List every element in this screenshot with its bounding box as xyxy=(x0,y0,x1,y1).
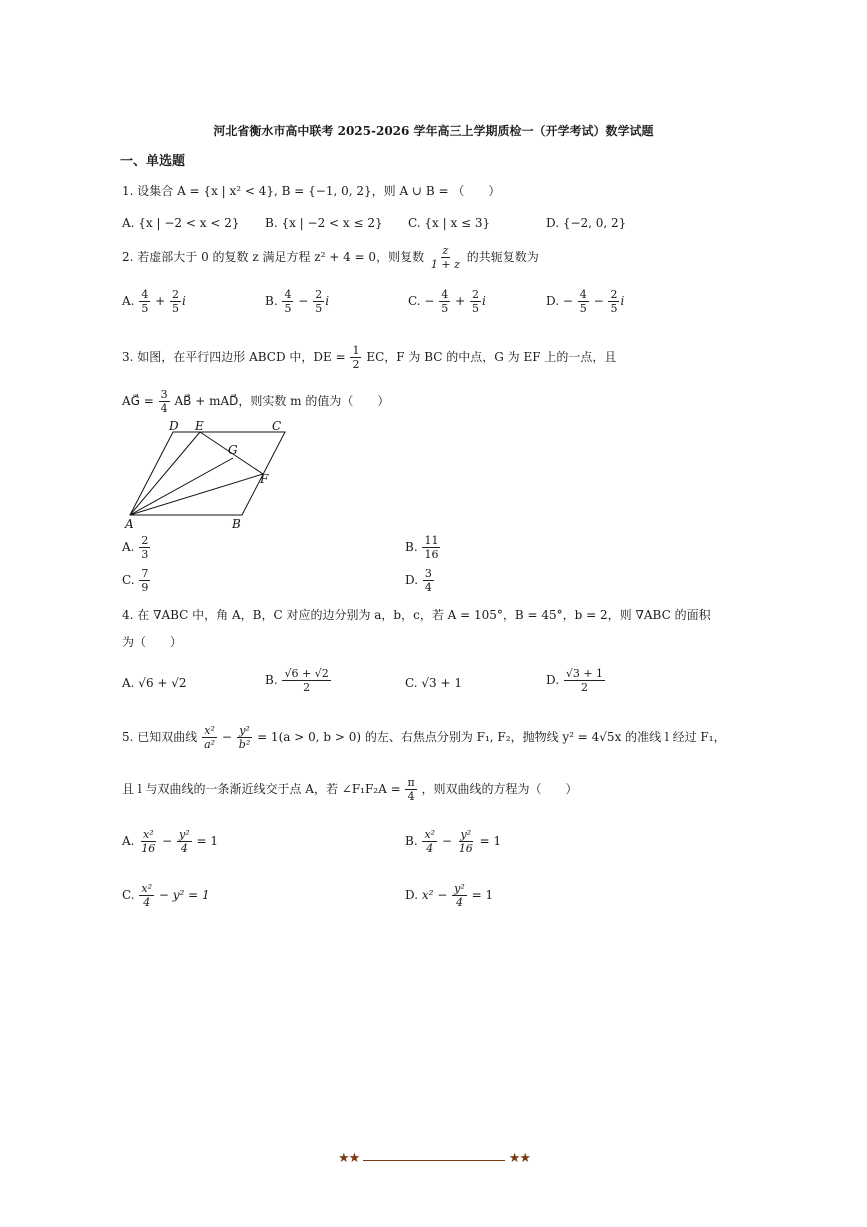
parallelogram-figure xyxy=(115,420,295,532)
option-fraction xyxy=(139,567,150,594)
footer-line xyxy=(363,1160,505,1161)
imag-unit: i xyxy=(182,294,186,308)
q5-line2-post: ，则双曲线的方程为（ ） xyxy=(421,782,578,796)
frac-num: x² xyxy=(143,828,154,841)
frac-num: x² xyxy=(424,828,436,841)
frac-num: y² xyxy=(179,828,190,841)
q2-option-c[interactable] xyxy=(408,288,486,315)
segment-ag xyxy=(130,458,233,515)
frac-num: √3 + 1 xyxy=(565,667,604,680)
frac-den: b² xyxy=(238,738,251,751)
option-fraction xyxy=(470,288,481,315)
frac-num: 2 xyxy=(141,534,149,547)
option-fraction xyxy=(439,288,450,315)
frac-den: 4 xyxy=(426,842,434,855)
q5-line1-pre: 5. 已知双曲线 xyxy=(122,730,198,744)
star-icon: ★★ xyxy=(338,1151,360,1166)
frac-den: 5 xyxy=(441,302,449,315)
option-label: C. xyxy=(408,294,421,308)
option-label: C. xyxy=(122,573,135,587)
star-icon: ★★ xyxy=(508,1151,530,1166)
q2-option-d[interactable] xyxy=(546,288,624,315)
q4-option-d[interactable] xyxy=(546,667,606,694)
q2-fraction xyxy=(429,244,462,271)
q2-option-b[interactable] xyxy=(265,288,329,315)
q4-stem-line2: 为（ ） xyxy=(122,635,183,649)
frac-num: 3 xyxy=(424,567,432,580)
frac-num: 2 xyxy=(472,288,480,301)
frac-den: 16 xyxy=(141,842,156,855)
option-fraction xyxy=(313,288,324,315)
frac-num: 1 xyxy=(352,344,360,357)
option-label: A. xyxy=(122,294,135,308)
frac-den: 4 xyxy=(407,790,415,803)
frac-den: 2 xyxy=(352,358,360,371)
label-d: D xyxy=(169,420,179,433)
option-sign: − xyxy=(562,294,573,308)
label-c: C xyxy=(272,420,282,433)
option-label: D. xyxy=(546,673,560,687)
q3-option-d[interactable] xyxy=(405,567,435,594)
q2-option-a[interactable] xyxy=(122,288,186,315)
frac-den: 5 xyxy=(315,302,323,315)
frac-den: 4 xyxy=(180,842,188,855)
frac-num: 4 xyxy=(284,288,292,301)
q1-option-a[interactable]: A. {x | −2 < x < 2} xyxy=(122,216,240,230)
frac-num: 2 xyxy=(315,288,323,301)
option-fraction xyxy=(564,667,605,694)
segment-ae xyxy=(130,432,200,515)
frac-num: 2 xyxy=(610,288,618,301)
frac-den: 5 xyxy=(284,302,292,315)
section-heading: 一、单选题 xyxy=(120,154,186,169)
q2-frac-den: 1 + z xyxy=(430,258,460,271)
option-label: B. xyxy=(405,540,418,554)
option-sign: − xyxy=(424,294,435,308)
footer-divider xyxy=(338,1153,530,1169)
option-fraction xyxy=(422,534,440,561)
option-fraction xyxy=(177,828,192,855)
option-fraction xyxy=(422,828,437,855)
frac-den: 2 xyxy=(580,681,588,694)
frac-den: 5 xyxy=(141,302,149,315)
option-fraction xyxy=(608,288,619,315)
option-fraction xyxy=(457,828,475,855)
option-fraction xyxy=(170,288,181,315)
q5-option-a[interactable] xyxy=(122,828,218,855)
option-operator: − xyxy=(593,294,604,308)
option-tail: = 1 xyxy=(196,834,218,848)
q1-option-b[interactable]: B. {x | −2 < x ≤ 2} xyxy=(265,216,383,230)
option-label: A. xyxy=(122,540,135,554)
frac-num: √6 + √2 xyxy=(284,667,329,680)
label-a: A xyxy=(125,517,134,531)
option-operator: + xyxy=(155,294,166,308)
q3-stem-line2 xyxy=(122,388,389,415)
imag-unit: i xyxy=(620,294,625,308)
frac-num: 7 xyxy=(141,567,149,580)
q5-pi-fraction xyxy=(405,776,416,803)
q4-option-b[interactable] xyxy=(265,667,332,694)
option-label: A. xyxy=(122,834,135,848)
frac-den: 5 xyxy=(472,302,480,315)
q5-line2-pre: 且 l 与双曲线的一条渐近线交于点 A，若 ∠F₁F₂A = xyxy=(122,782,401,796)
q3-stem-line1 xyxy=(122,344,616,371)
q5-line1-post: = 1(a > 0, b > 0) 的左、右焦点分别为 F₁, F₂，抛物线 y² = 4√5x 的准线 l 经过 F₁， xyxy=(257,730,726,744)
frac-num: x² xyxy=(204,724,215,737)
option-label: B. xyxy=(405,834,418,848)
q1-option-d[interactable]: D. {−2, 0, 2} xyxy=(546,216,627,230)
q2-frac-num: z xyxy=(442,244,449,257)
option-minus: − xyxy=(158,888,169,902)
option-minus: − xyxy=(441,834,452,848)
q3-line2-fraction xyxy=(159,388,170,415)
frac-den: 5 xyxy=(172,302,180,315)
frac-den: 4 xyxy=(143,896,151,909)
option-minus: − xyxy=(437,888,448,902)
label-b: B xyxy=(232,517,241,531)
frac-den: 5 xyxy=(610,302,618,315)
q5-stem-line2 xyxy=(122,776,578,803)
imag-unit: i xyxy=(482,294,486,308)
q5-stem-line1 xyxy=(122,724,726,751)
q5-option-c[interactable] xyxy=(122,882,210,909)
q2-stem-pre: 2. 若虚部大于 0 的复数 z 满足方程 z² + 4 = 0，则复数 xyxy=(122,250,425,264)
frac-den: 3 xyxy=(141,548,149,561)
frac-den: 9 xyxy=(141,581,149,594)
q5-minus: − xyxy=(221,730,232,744)
option-fraction xyxy=(282,288,293,315)
frac-num: 4 xyxy=(579,288,587,301)
option-fraction xyxy=(139,288,150,315)
q2-stem-post: 的共轭复数为 xyxy=(466,250,539,264)
q3-line1-post: EC，F 为 BC 的中点，G 为 EF 上的一点，且 xyxy=(366,350,617,364)
q3-line1-fraction xyxy=(350,344,361,371)
frac-den: 4 xyxy=(455,896,463,909)
page-title: 河北省衡水市高中联考 2025-2026 学年高三上学期质检一（开学考试）数学试题 xyxy=(213,124,654,138)
option-fraction xyxy=(282,667,330,694)
option-fraction xyxy=(423,567,434,594)
option-label: C. xyxy=(122,888,135,902)
q5-x-fraction xyxy=(202,724,217,751)
frac-num: 4 xyxy=(441,288,449,301)
option-tail: = 1 xyxy=(471,888,494,902)
label-f: F xyxy=(260,472,269,486)
q5-y-fraction xyxy=(237,724,252,751)
frac-num: y² xyxy=(460,828,472,841)
q4-stem-line1: 4. 在 ∇ABC 中，角 A，B，C 对应的边分别为 a，b，c，若 A = 105°，B = 45°，b = 2，则 ∇ABC 的面积 xyxy=(122,608,711,622)
q1-option-c[interactable]: C. {x | x ≤ 3} xyxy=(408,216,491,230)
q3-option-b[interactable] xyxy=(405,534,441,561)
option-fraction xyxy=(578,288,589,315)
option-label: B. xyxy=(265,294,278,308)
frac-den: a² xyxy=(204,738,216,751)
label-e: E xyxy=(195,420,204,433)
q5-option-b[interactable] xyxy=(405,828,501,855)
frac-num: 11 xyxy=(424,534,439,547)
frac-num: π xyxy=(407,776,415,789)
option-fraction xyxy=(139,828,157,855)
q4-option-c[interactable]: C. √3 + 1 xyxy=(405,676,462,690)
option-fraction xyxy=(139,882,154,909)
frac-num: y² xyxy=(239,724,250,737)
q3-line1-pre: 3. 如图，在平行四边形 ABCD 中，DE = xyxy=(122,350,346,364)
option-operator: + xyxy=(455,294,466,308)
frac-den: 4 xyxy=(424,581,432,594)
frac-num: 2 xyxy=(172,288,180,301)
option-tail: = 1 xyxy=(479,834,502,848)
q4-option-a[interactable]: A. √6 + √2 xyxy=(122,676,187,690)
option-operator: − xyxy=(298,294,309,308)
q3-option-c[interactable] xyxy=(122,567,151,594)
option-label: D. xyxy=(546,294,560,308)
q1-stem: 1. 设集合 A = {x | x² < 4}, B = {−1, 0, 2}，则 A ∪ B = （ ） xyxy=(122,184,501,198)
q3-line2-pre: AG⃗ = xyxy=(122,394,154,408)
option-lead: x² xyxy=(421,888,434,902)
imag-unit: i xyxy=(325,294,330,308)
option-fraction xyxy=(139,534,150,561)
frac-num: y² xyxy=(454,882,465,895)
frac-num: x² xyxy=(141,882,153,895)
frac-den: 2 xyxy=(303,681,311,694)
frac-num: 4 xyxy=(141,288,149,301)
option-label: B. xyxy=(265,673,278,687)
frac-den: 4 xyxy=(160,402,168,415)
frac-den: 16 xyxy=(458,842,473,855)
option-tail: y² = 1 xyxy=(172,888,210,902)
q3-option-a[interactable] xyxy=(122,534,151,561)
label-g: G xyxy=(228,443,238,457)
option-minus: − xyxy=(162,834,173,848)
option-label: D. xyxy=(405,573,419,587)
segment-af xyxy=(130,474,263,515)
frac-den: 16 xyxy=(424,548,439,561)
q5-option-d[interactable] xyxy=(405,882,493,909)
option-label: D. xyxy=(405,888,419,902)
frac-den: 5 xyxy=(579,302,587,315)
option-fraction xyxy=(452,882,467,909)
frac-num: 3 xyxy=(160,388,168,401)
q2-stem xyxy=(122,244,539,271)
q3-line2-post: AB⃗ + mAD⃗，则实数 m 的值为（ ） xyxy=(174,394,390,408)
